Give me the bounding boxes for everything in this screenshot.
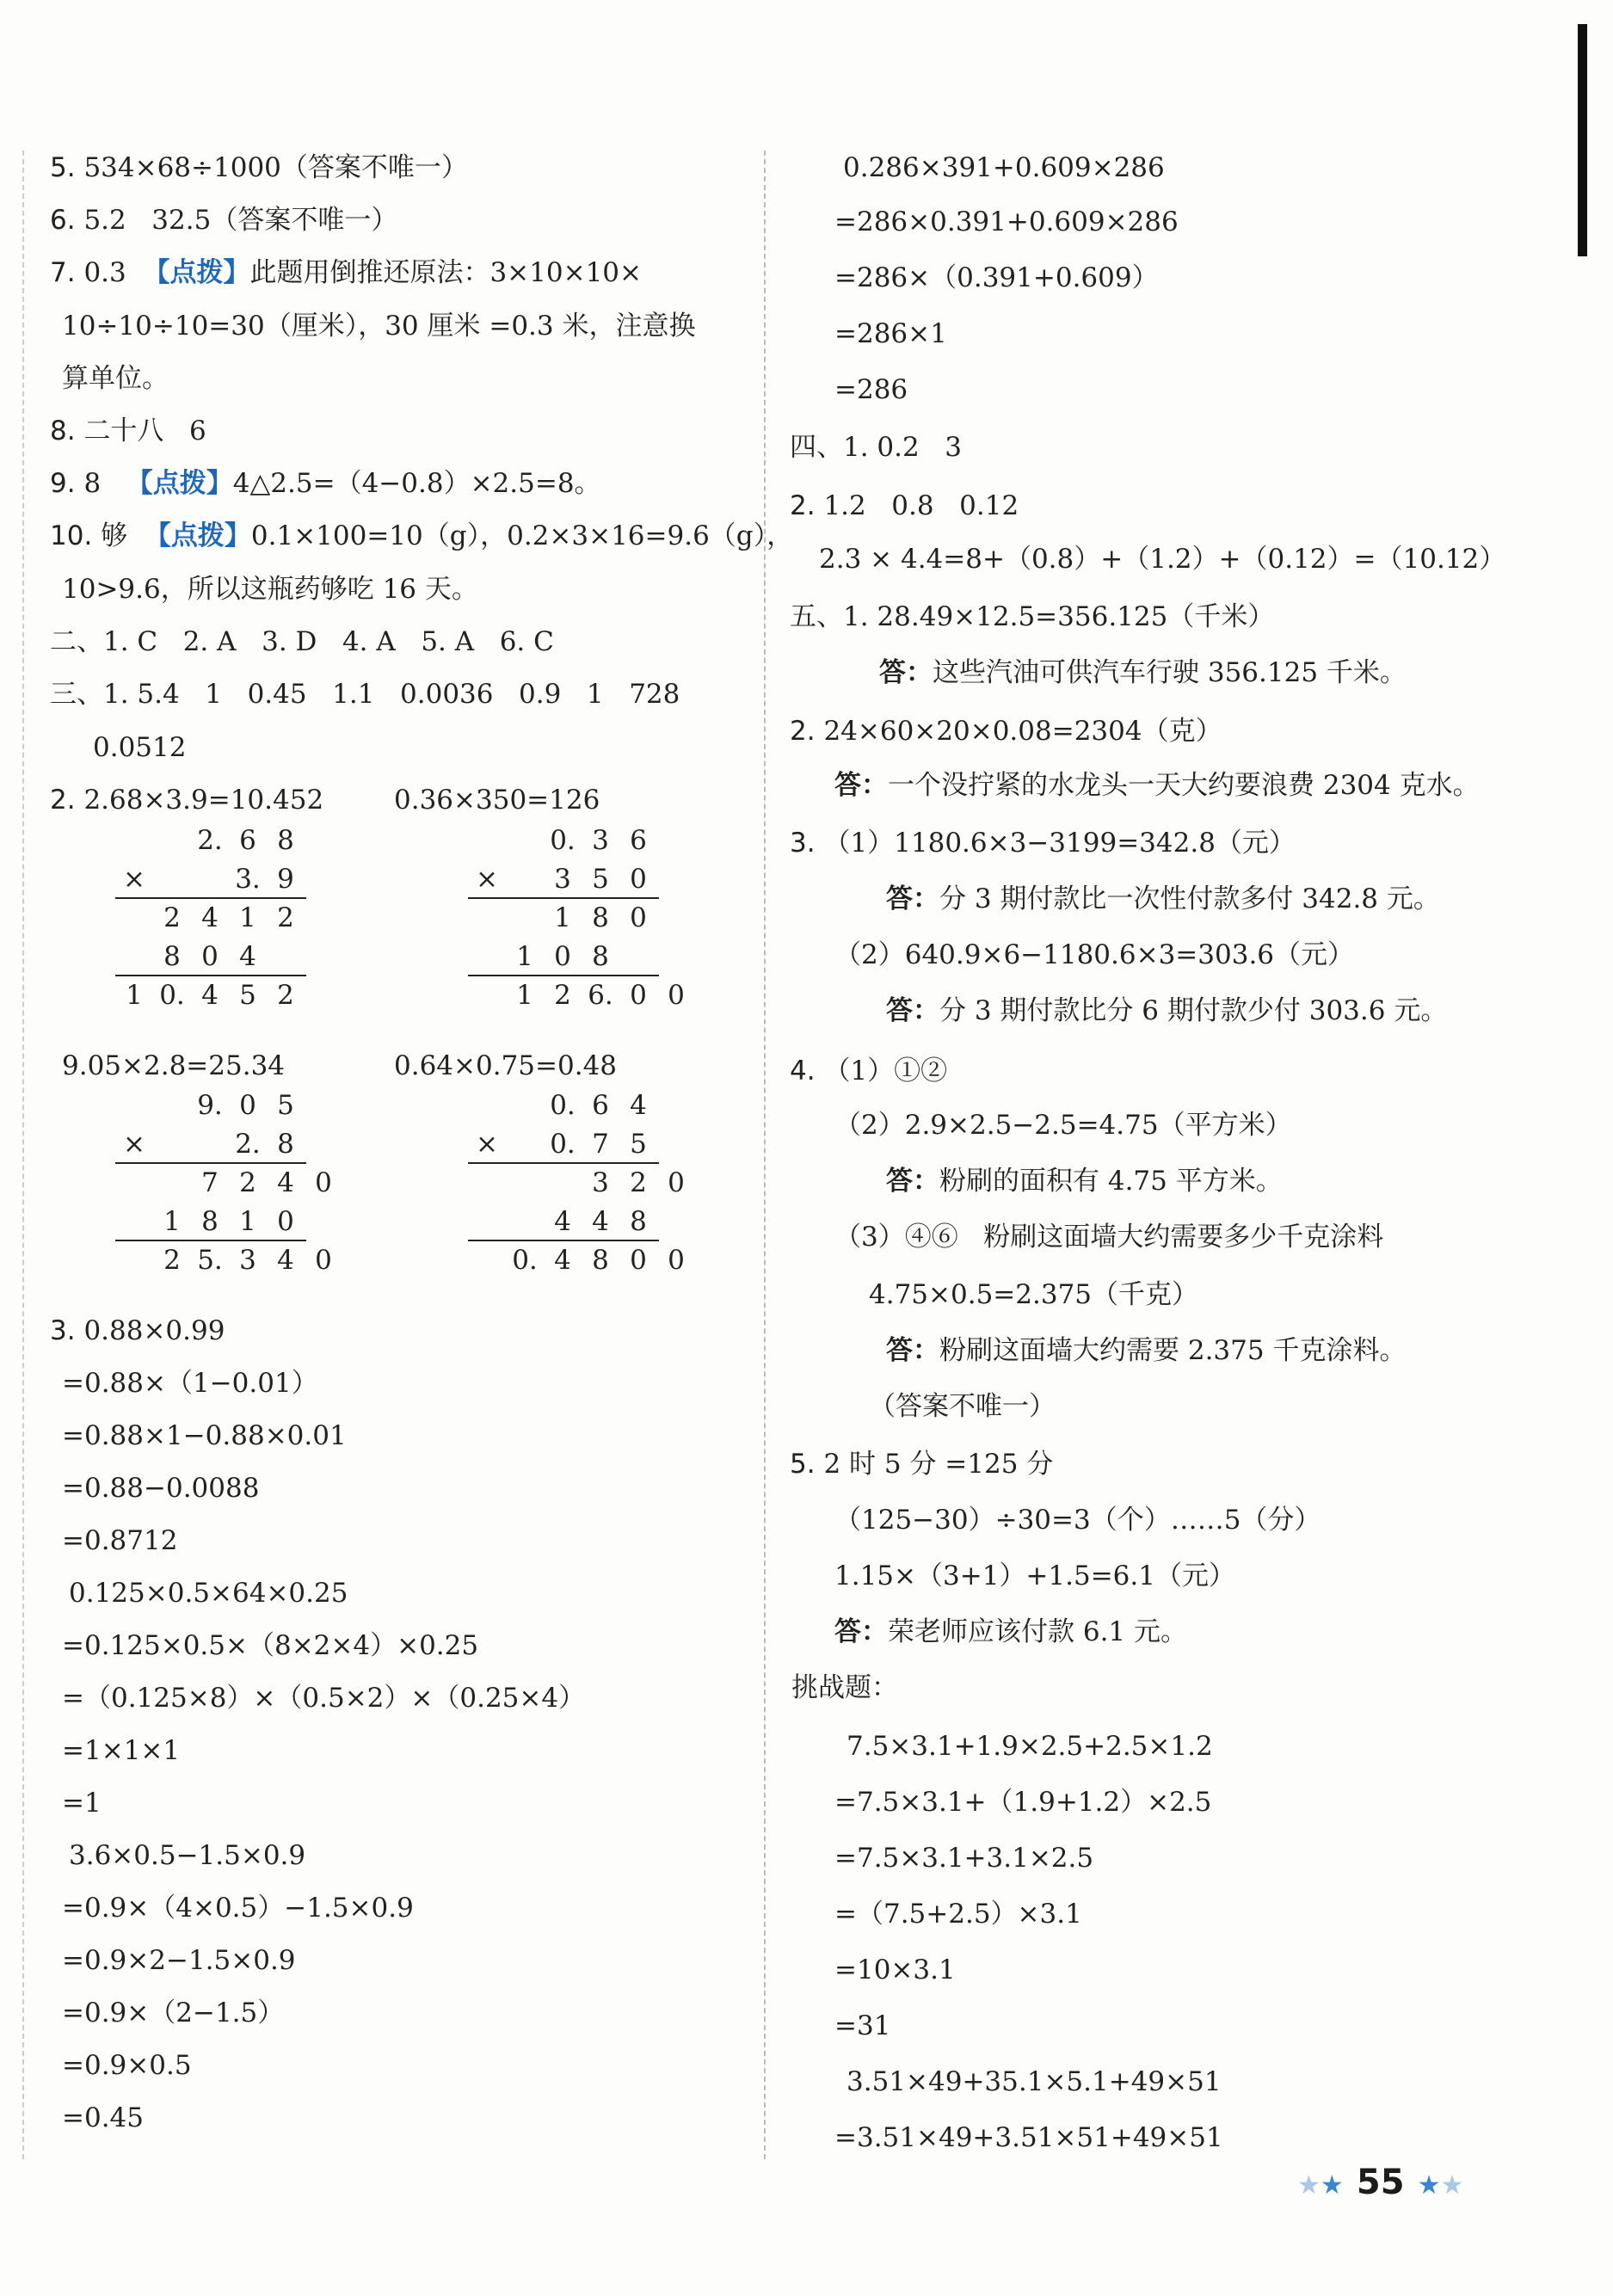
answer-text: 这些汽油可供汽车行驶 356.125 千米。 xyxy=(933,657,1407,688)
item-number: 6. xyxy=(50,205,76,236)
answer-text: （2）2.9×2.5−2.5=4.75（平方米） xyxy=(834,1110,1292,1141)
hint-label: 【点拨】 xyxy=(126,468,233,499)
answer-text: 五、1. 28.49×12.5=356.125（千米） xyxy=(790,601,1275,632)
answer-text: =0.88×（1−0.01） xyxy=(62,1368,318,1399)
answer-text: 24×60×20×0.08=2304（克） xyxy=(823,716,1222,747)
answer-text: 荣老师应该付款 6.1 元。 xyxy=(888,1616,1188,1647)
item-number: 8. xyxy=(50,415,76,446)
answer-text: 0.88×0.99 xyxy=(83,1315,225,1346)
item-number: 2. xyxy=(790,716,816,747)
calc-digit: 0 xyxy=(277,1206,294,1237)
answer-text: 0.0512 xyxy=(93,732,187,763)
answer-line xyxy=(886,994,1447,1030)
answer-text: =31 xyxy=(834,2010,891,2041)
calc-digit: 2. xyxy=(197,825,223,856)
answer-text: （1）1180.6×3−3199=342.8（元） xyxy=(823,828,1296,859)
calc-digit: 1 xyxy=(239,902,256,933)
answer-line xyxy=(869,1389,1056,1425)
answer-line xyxy=(834,205,1179,241)
answer-line xyxy=(834,2009,890,2045)
answer-line xyxy=(69,1838,305,1874)
answer-line xyxy=(394,783,600,819)
calc-digit: 0 xyxy=(239,1090,256,1121)
calc-digit: 0. xyxy=(512,1245,538,1276)
answer-text: =0.9×2−1.5×0.9 xyxy=(62,1945,296,1976)
answer-line xyxy=(791,1671,898,1707)
calc-row xyxy=(468,823,657,858)
answer-text: =0.8712 xyxy=(62,1525,178,1556)
calc-digit: 2 xyxy=(163,902,181,933)
answer-line xyxy=(834,372,908,409)
calc-digit: 1 xyxy=(163,1206,181,1237)
answer-text: =0.9×0.5 xyxy=(62,2050,192,2081)
calc-digit: 4 xyxy=(201,980,219,1011)
answer-text: 分 3 期付款比分 6 期付款少付 303.6 元。 xyxy=(939,995,1448,1026)
answer-text: 分 3 期付款比一次性付款多付 342.8 元。 xyxy=(939,883,1440,914)
calc-digit: 0 xyxy=(630,1245,647,1276)
calc-rule xyxy=(468,975,659,976)
calc-digit: 5 xyxy=(277,1090,294,1121)
answer-line xyxy=(394,1049,617,1085)
calc-digit: 4 xyxy=(239,941,256,972)
answer-line xyxy=(834,2121,1223,2157)
calc-row xyxy=(115,862,305,896)
answer-text: 10÷10÷10=30（厘米），30 厘米 =0.3 米，注意换 xyxy=(62,311,696,342)
answer-text: =7.5×3.1+（1.9+1.2）×2.5 xyxy=(834,1787,1212,1818)
answer-text: （1）①② xyxy=(823,1056,948,1086)
answer-line xyxy=(847,2065,1222,2101)
page-number: 55 xyxy=(1356,2163,1405,2202)
calc-digit: 4 xyxy=(201,902,219,933)
answer-line xyxy=(62,1891,414,1927)
calc-row xyxy=(115,823,305,858)
answer-line xyxy=(834,1559,1235,1595)
calc-digit: 9 xyxy=(277,864,294,895)
answer-text: 10>9.6，所以这瓶药够吃 16 天。 xyxy=(62,574,478,605)
hint-text: 4△2.5=（4−0.8）×2.5=8。 xyxy=(232,468,601,499)
calc-digit: 8 xyxy=(163,941,181,972)
calc-digit: 1 xyxy=(554,902,571,933)
calc-digit: 4 xyxy=(592,1206,609,1237)
answer-line xyxy=(50,1314,225,1350)
calc-digit: 8 xyxy=(277,1129,294,1160)
answer-line xyxy=(50,414,206,450)
answer-line xyxy=(50,783,323,819)
answer-line xyxy=(886,1164,1283,1200)
answer-text: =286×0.391+0.609×286 xyxy=(834,206,1179,237)
answer-line xyxy=(62,1049,285,1085)
answer-line xyxy=(834,938,1354,974)
calc-digit: 8 xyxy=(201,1206,219,1237)
answer-line xyxy=(834,768,1480,804)
answer-line xyxy=(790,600,1274,636)
answer-text: 3.51×49+35.1×5.1+49×51 xyxy=(847,2066,1222,2097)
answer-line xyxy=(50,466,601,502)
answer-text: 4.75×0.5=2.375（千克） xyxy=(869,1279,1199,1310)
calc-digit: 8 xyxy=(592,941,609,972)
calc-digit: 8 xyxy=(277,825,294,856)
hint-text: 此题用倒推还原法：3×10×10× xyxy=(249,257,642,288)
calc-digit: 2 xyxy=(239,1167,256,1198)
answer-text: 0.125×0.5×64×0.25 xyxy=(69,1578,348,1609)
calc-row xyxy=(468,1166,695,1200)
calc-digit: 6 xyxy=(592,1090,609,1121)
calc-digit: 2 xyxy=(163,1245,181,1276)
answer-line xyxy=(834,1897,1082,1933)
calc-digit: 2. xyxy=(235,1129,261,1160)
answer-line xyxy=(62,1943,296,1979)
calc-digit: 0 xyxy=(668,1245,685,1276)
answer-text: =（0.125×8）×（0.5×2）×（0.25×4） xyxy=(62,1683,586,1714)
answer-line xyxy=(790,714,1222,750)
calc-digit: 3 xyxy=(239,1245,256,1276)
answer-line xyxy=(790,430,962,466)
calc-digit: 8 xyxy=(592,902,609,933)
answer-text: 四、1. 0.2 3 xyxy=(790,432,963,463)
calc-row xyxy=(115,1243,342,1277)
answer-label: 答： xyxy=(886,883,939,914)
answer-label: 答： xyxy=(886,1335,939,1366)
answer-line xyxy=(843,151,1165,187)
answer-text: =（7.5+2.5）×3.1 xyxy=(834,1899,1082,1930)
calc-digit: 1 xyxy=(516,980,533,1011)
calc-row xyxy=(468,978,695,1013)
calc-row xyxy=(468,1088,657,1123)
answer-label: 答： xyxy=(834,1616,888,1647)
answer-label: 答： xyxy=(879,657,933,688)
answer-line xyxy=(834,1615,1187,1651)
answer-text: 3.6×0.5−1.5×0.9 xyxy=(69,1840,306,1871)
calc-digit: 0. xyxy=(159,980,185,1011)
answer-text: 粉刷的面积有 4.75 平方米。 xyxy=(939,1166,1283,1197)
calc-digit: 0 xyxy=(630,980,647,1011)
calc-digit: 2 xyxy=(630,1167,647,1198)
calc-digit: 4 xyxy=(277,1245,294,1276)
star-icon: ★ xyxy=(1320,2170,1344,2201)
hint-label: 【点拨】 xyxy=(144,520,251,551)
calc-digit: 5. xyxy=(197,1245,223,1276)
answer-line xyxy=(886,882,1440,918)
answer-text: =0.45 xyxy=(62,2102,144,2133)
answer-line xyxy=(50,255,642,292)
answer-text: =1 xyxy=(62,1788,102,1819)
item-number: 3. xyxy=(50,1315,76,1346)
calc-digit: 0. xyxy=(550,1129,576,1160)
calc-row xyxy=(115,901,305,935)
calc-digit: 9. xyxy=(197,1090,223,1121)
calc-digit: 1 xyxy=(516,941,533,972)
calc-digit: 0 xyxy=(315,1167,332,1198)
calc-row xyxy=(115,1204,305,1239)
calc-rule xyxy=(115,975,306,976)
answer-line xyxy=(790,826,1296,862)
answer-text: 粉刷这面墙大约需要 2.375 千克涂料。 xyxy=(939,1335,1407,1366)
item-number: 5. xyxy=(50,152,76,183)
calc-row xyxy=(115,1166,342,1200)
answer-line xyxy=(834,1503,1321,1539)
answer-line xyxy=(819,542,1505,578)
answer-line xyxy=(62,1366,318,1402)
item-number: 7. xyxy=(50,257,76,288)
calc-digit: 0 xyxy=(201,941,219,972)
answer-text: 2.3 × 4.4=8+（0.8）+（1.2）+（0.12）=（10.12） xyxy=(819,544,1506,575)
answer-line xyxy=(886,1333,1406,1370)
calc-digit: 7 xyxy=(201,1167,219,1198)
answer-line xyxy=(834,261,1159,297)
calc-digit: 1 xyxy=(126,980,143,1011)
calc-digit: 4 xyxy=(277,1167,294,1198)
calc-digit: 0 xyxy=(668,1167,685,1198)
answer-text: =7.5×3.1+3.1×2.5 xyxy=(834,1843,1094,1874)
answer-text: =0.9×（4×0.5）−1.5×0.9 xyxy=(62,1893,414,1924)
answer-line xyxy=(50,203,397,239)
answer-line xyxy=(790,1447,1053,1483)
calc-digit: 5 xyxy=(592,864,609,895)
calc-rule xyxy=(468,1240,659,1241)
answer-text: 5.2 32.5（答案不唯一） xyxy=(83,205,398,236)
answer-line xyxy=(93,730,186,766)
calc-row xyxy=(468,862,657,896)
answer-text: （答案不唯一） xyxy=(869,1391,1056,1422)
answer-text: =0.88−0.0088 xyxy=(62,1473,260,1504)
answer-text: =3.51×49+3.51×51+49×51 xyxy=(834,2122,1223,2153)
calc-digit: × xyxy=(476,1129,498,1160)
item-number: 2. xyxy=(50,785,76,816)
answer-line xyxy=(834,1841,1093,1877)
calc-digit: 5 xyxy=(630,1129,647,1160)
answer-line xyxy=(790,489,1019,525)
item-number: 9. xyxy=(50,468,76,499)
answer-line xyxy=(50,151,468,187)
calc-row xyxy=(468,939,657,974)
answer-text: 挑战题： xyxy=(791,1672,898,1703)
answer-line xyxy=(62,1996,284,2032)
answer-text: 534×68÷1000（答案不唯一） xyxy=(83,152,468,183)
answer-text: 二、1. C 2. A 3. D 4. A 5. A 6. C xyxy=(50,626,554,657)
calc-digit: 2 xyxy=(277,902,294,933)
answer-line xyxy=(62,309,696,345)
answer-text: 0.3 xyxy=(83,257,144,288)
answer-text: =0.9×（2−1.5） xyxy=(62,1997,285,2028)
calc-digit: 6 xyxy=(239,825,256,856)
hint-label: 【点拨】 xyxy=(143,257,250,288)
answer-line xyxy=(62,2048,192,2084)
calc-digit: 2 xyxy=(277,980,294,1011)
calc-digit: 8 xyxy=(592,1245,609,1276)
calc-row xyxy=(468,1204,657,1239)
answer-text: 2.68×3.9=10.452 xyxy=(83,785,324,816)
calc-digit: 0 xyxy=(630,864,647,895)
answer-line xyxy=(834,1785,1211,1821)
calc-row xyxy=(115,939,305,974)
answer-text: 9.05×2.8=25.34 xyxy=(62,1050,286,1081)
answer-line xyxy=(69,1576,348,1612)
calc-digit: 4 xyxy=(554,1245,571,1276)
answer-label: 答： xyxy=(886,995,939,1026)
answer-text: 算单位。 xyxy=(62,363,169,394)
calc-digit: 2 xyxy=(554,980,571,1011)
answer-line xyxy=(50,625,554,661)
calc-digit: 6. xyxy=(588,980,613,1011)
item-number: 3. xyxy=(790,828,816,859)
answer-line xyxy=(847,1729,1213,1765)
answer-label: 答： xyxy=(834,770,888,801)
answer-text: 7.5×3.1+1.9×2.5+2.5×1.2 xyxy=(847,1731,1213,1762)
calc-rule xyxy=(468,897,659,899)
answer-text: =0.88×1−0.88×0.01 xyxy=(62,1420,347,1451)
answer-text: =286×1 xyxy=(834,318,947,349)
answer-text: （3）④⑥ 粉刷这面墙大约需要多少千克涂料 xyxy=(834,1222,1384,1253)
answer-line xyxy=(62,1419,347,1455)
answer-text: =0.125×0.5×（8×2×4）×0.25 xyxy=(62,1630,479,1661)
calc-row xyxy=(115,1088,305,1123)
calc-digit: 0. xyxy=(550,825,576,856)
answer-line xyxy=(869,1277,1198,1314)
item-number: 5. xyxy=(790,1449,816,1480)
answer-line xyxy=(790,1054,947,1090)
answer-line xyxy=(834,1953,956,1989)
item-number: 4. xyxy=(790,1056,816,1086)
answer-line xyxy=(834,1108,1292,1144)
page-edge-bar xyxy=(1578,24,1587,256)
answer-text: =10×3.1 xyxy=(834,1954,956,1985)
calc-digit: 3 xyxy=(592,825,609,856)
answer-line xyxy=(62,572,478,608)
answer-line xyxy=(62,1523,177,1560)
calc-digit: 4 xyxy=(630,1090,647,1121)
answer-text: （125−30）÷30=3（个）……5（分） xyxy=(834,1505,1321,1536)
calc-digit: 3 xyxy=(592,1167,609,1198)
answer-line xyxy=(62,1733,180,1770)
calc-digit: 0 xyxy=(630,902,647,933)
answer-text: 1.15×（3+1）+1.5=6.1（元） xyxy=(834,1560,1235,1591)
answer-line xyxy=(62,2101,144,2137)
star-icon: ★ xyxy=(1417,2170,1441,2201)
answer-text: 二十八 6 xyxy=(83,415,206,446)
calc-digit: 3 xyxy=(554,864,571,895)
margin-rule xyxy=(22,151,24,2159)
calc-digit: × xyxy=(123,864,145,895)
answer-text: =1×1×1 xyxy=(62,1735,181,1766)
answer-text: 2 时 5 分 =125 分 xyxy=(823,1449,1054,1480)
calc-digit: 8 xyxy=(630,1206,647,1237)
calc-digit: 0. xyxy=(550,1090,576,1121)
answer-text: 一个没拧紧的水龙头一天大约要浪费 2304 克水。 xyxy=(888,770,1480,801)
answer-line xyxy=(834,1220,1383,1256)
page-footer xyxy=(1297,2163,1463,2202)
answer-text: 8 xyxy=(83,468,126,499)
calc-row xyxy=(468,901,657,935)
calc-row xyxy=(468,1243,695,1277)
calc-digit: 0 xyxy=(668,980,685,1011)
answer-text: 1.2 0.8 0.12 xyxy=(823,490,1019,521)
answer-text: 0.36×350=126 xyxy=(394,785,600,816)
answer-line xyxy=(62,1628,478,1665)
answer-line xyxy=(834,317,947,353)
answer-line xyxy=(50,677,680,713)
answer-line xyxy=(62,1786,102,1822)
answer-line xyxy=(62,1681,585,1717)
answer-text: （2）640.9×6−1180.6×3=303.6（元） xyxy=(834,939,1355,970)
answer-line xyxy=(50,519,793,555)
answer-text: =286×（0.391+0.609） xyxy=(834,262,1159,293)
calc-digit: 3. xyxy=(235,864,261,895)
item-number: 2. xyxy=(790,490,816,521)
calc-digit: × xyxy=(123,1129,145,1160)
calc-digit: 0 xyxy=(315,1245,332,1276)
answer-text: 0.64×0.75=0.48 xyxy=(394,1050,618,1081)
answer-line xyxy=(879,656,1407,692)
calc-digit: 6 xyxy=(630,825,647,856)
calc-rule xyxy=(115,1162,306,1164)
answer-text: 三、1. 5.4 1 0.45 1.1 0.0036 0.9 1 728 xyxy=(50,679,680,710)
calc-digit: 5 xyxy=(239,980,256,1011)
calc-row xyxy=(115,978,305,1013)
calc-rule xyxy=(115,1240,306,1241)
calc-digit: × xyxy=(476,864,498,895)
star-icon: ★ xyxy=(1440,2170,1464,2201)
answer-line xyxy=(62,1471,259,1507)
calc-row xyxy=(115,1127,305,1161)
answer-text: 够 xyxy=(101,520,145,551)
answer-text: =286 xyxy=(834,374,908,405)
answer-text: 0.286×391+0.609×286 xyxy=(843,152,1165,183)
answer-label: 答： xyxy=(886,1166,939,1197)
calc-digit: 0 xyxy=(554,941,571,972)
calc-digit: 1 xyxy=(239,1206,256,1237)
calc-rule xyxy=(468,1162,659,1164)
star-icon: ★ xyxy=(1297,2170,1321,2201)
hint-text: 0.1×100=10（g），0.2×3×16=9.6（g）， xyxy=(250,520,794,551)
item-number: 10. xyxy=(50,520,93,551)
answer-line xyxy=(62,361,169,397)
calc-digit: 4 xyxy=(554,1206,571,1237)
calc-rule xyxy=(115,897,306,899)
column-divider xyxy=(764,151,766,2159)
calc-digit: 7 xyxy=(592,1129,609,1160)
calc-row xyxy=(468,1127,657,1161)
